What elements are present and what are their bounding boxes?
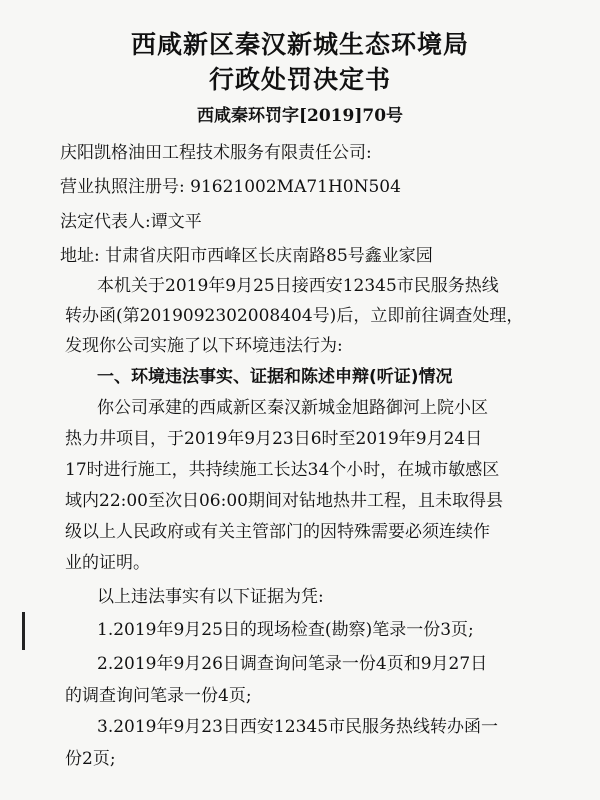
margin-mark [22,612,25,650]
facts-line: 17时进行施工，共持续施工长达34个小时，在城市敏感区 [65,460,500,480]
evidence-item: 的调查询问笔录一份4页; [65,686,252,706]
facts-line: 域内22:00至次日06:00期间对钻地热井工程，且未取得县 [65,491,503,511]
intro-line: 转办函(第2019092302008404号)后，立即前往调查处理， [65,306,524,326]
facts-line: 热力井项目，于2019年9月23日6时至2019年9月24日 [65,429,483,449]
party-license: 营业执照注册号: 91621002MA71H0N504 [60,177,401,197]
evidence-item: 2.2019年9月26日调查询问笔录一份4页和9月27日 [97,654,488,674]
section-heading: 一、环境违法事实、证据和陈述申辩(听证)情况 [97,367,453,387]
document-number: 西咸秦环罚字[2019]70号 [196,106,404,126]
evidence-item: 1.2019年9月25日的现场检查(勘察)笔录一份3页; [97,620,474,640]
facts-line: 级以上人民政府或有关主管部门的因特殊需要必须连续作 [65,522,490,542]
evidence-item: 份2页; [65,749,116,769]
document-title-line1: 西咸新区秦汉新城生态环境局 [130,30,469,59]
facts-line: 你公司承建的西咸新区秦汉新城金旭路御河上院小区 [97,398,488,418]
party-address: 地址: 甘肃省庆阳市西峰区长庆南路85号鑫业家园 [60,246,433,266]
party-legal-rep: 法定代表人:谭文平 [60,212,202,232]
document-title-line2: 行政处罚决定书 [208,65,391,94]
evidence-item: 3.2019年9月23日西安12345市民服务热线转办函一 [97,717,499,737]
evidence-intro: 以上违法事实有以下证据为凭: [97,587,324,607]
intro-line: 本机关于2019年9月25日接西安12345市民服务热线 [97,276,499,296]
facts-line: 业的证明。 [65,553,150,573]
intro-line: 发现你公司实施了以下环境违法行为: [65,336,343,356]
party-company: 庆阳凯格油田工程技术服务有限责任公司: [60,143,372,163]
